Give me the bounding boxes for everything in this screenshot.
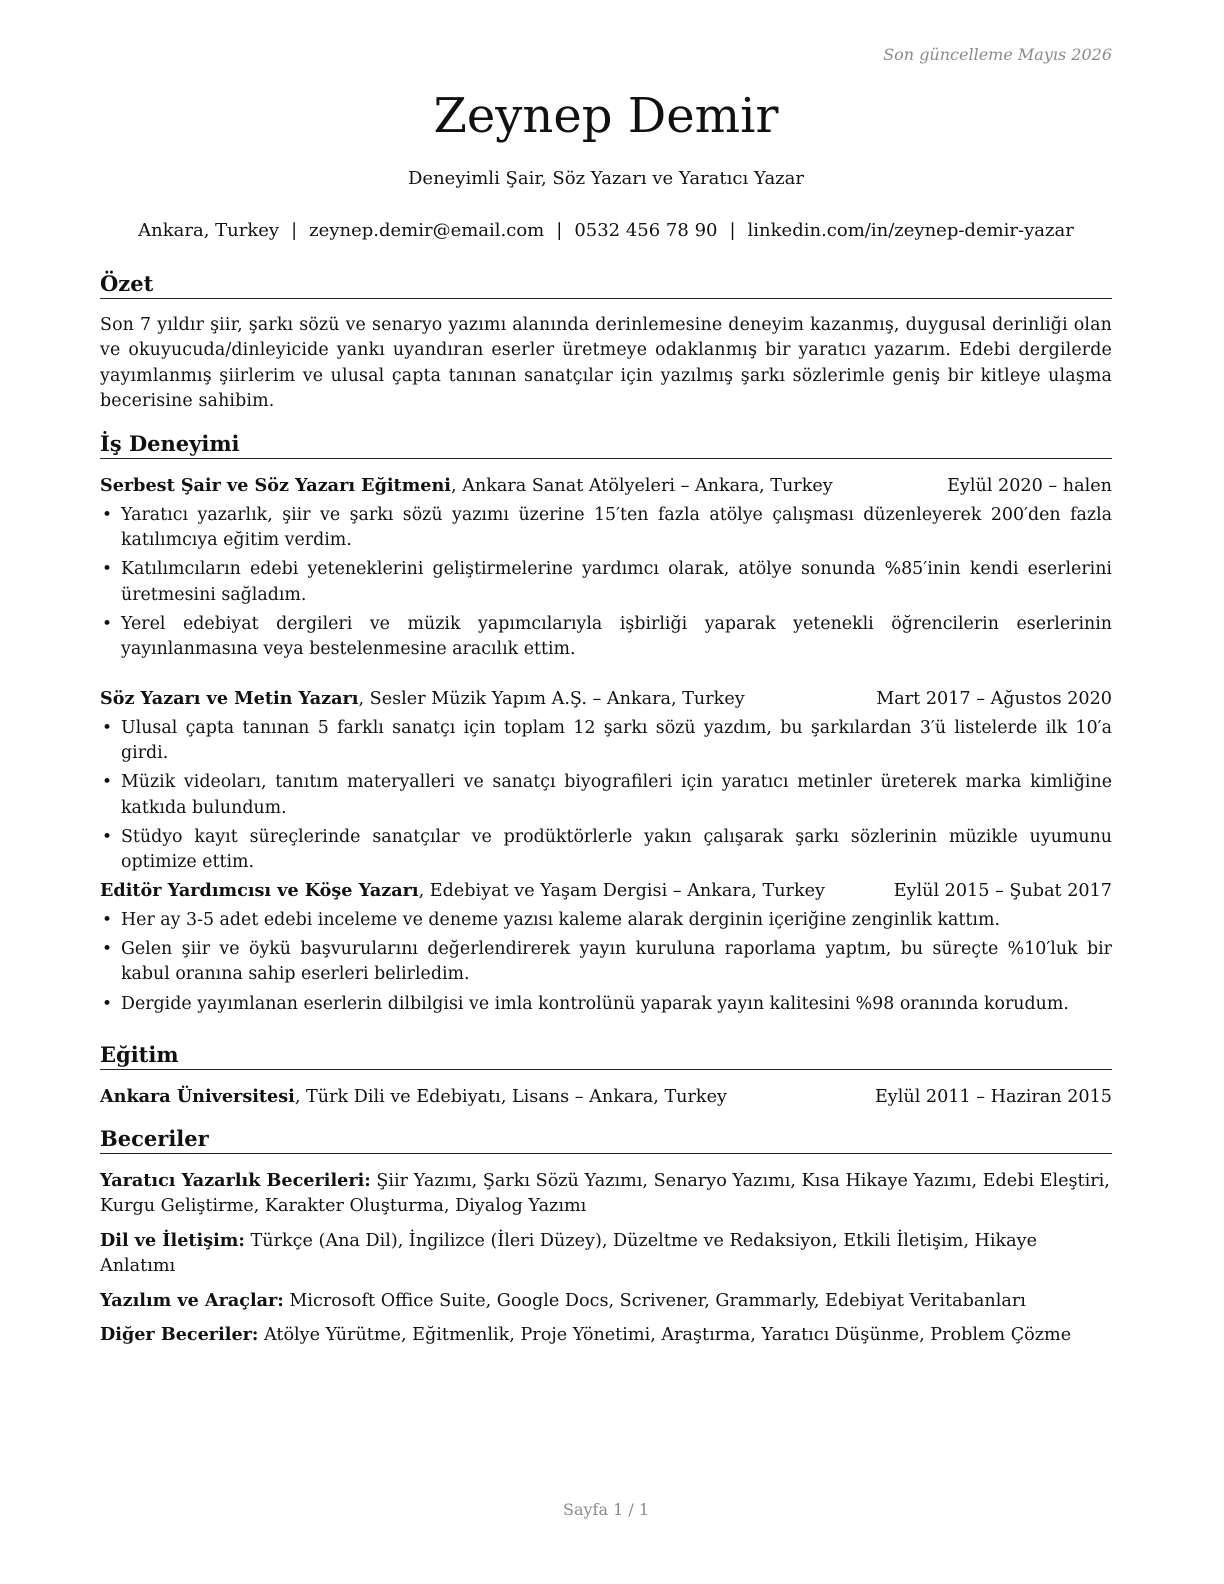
experience-title <box>100 686 745 712</box>
contact-separator: | <box>556 220 563 241</box>
experience-dates: Eylül 2015 – Şubat 2017 <box>893 881 1112 901</box>
experience-bullets <box>100 716 1112 875</box>
bullet-icon: • <box>102 772 113 793</box>
experience-title <box>100 878 825 904</box>
experience-dates: Eylül 2020 – halen <box>947 476 1112 496</box>
skill-label: Dil ve İletişim: <box>100 1229 245 1251</box>
experience-bullet <box>100 992 1112 1017</box>
experience-entry <box>100 878 1112 1021</box>
bullet-icon: • <box>102 559 113 580</box>
experience-entry <box>100 473 1112 666</box>
contact-location: Ankara, Turkey <box>138 220 280 241</box>
bullet-icon: • <box>102 718 113 738</box>
experience-org: , Sesler Müzik Yapım A.Ş. – Ankara, Turkey <box>358 689 745 709</box>
education-entry <box>100 1084 1112 1110</box>
skill-label: Yaratıcı Yazarlık Becerileri: <box>100 1170 371 1191</box>
skill-label: Diğer Beceriler: <box>100 1324 259 1346</box>
experience-bullets <box>100 908 1112 1017</box>
experience-bullet <box>100 503 1112 553</box>
experience-entry <box>100 686 1112 879</box>
contact-separator: | <box>729 220 736 241</box>
skill-row <box>100 1288 1112 1314</box>
section-title-experience: İş Deneyimi <box>100 430 1112 459</box>
bullet-text: Müzik videoları, tanıtım materyalleri ve sanatçı biyografileri için yaratıcı metinler üreterek marka kimliğine katkıda bulundum. <box>121 772 1112 818</box>
experience-bullet <box>100 908 1112 933</box>
skill-value: Şiir Yazımı, Şarkı Sözü Yazımı, Senaryo Yazımı, Kısa Hikaye Yazımı, Edebi Eleştiri, Kurgu Geliştirme, Karakter Oluşturma, Diyalog Yazımı <box>100 1171 1110 1217</box>
bullet-text: Katılımcıların edebi yeteneklerini geliştirmelerine yardımcı olarak, atölye sonunda %85′inin kendi eserlerini üretmesini sağladım. <box>121 559 1112 605</box>
bullet-text: Ulusal çapta tanınan 5 farklı sanatçı için toplam 12 şarkı sözü yazdım, bu şarkılardan 3′ü listelerde ilk 10′a girdi. <box>121 718 1112 764</box>
bullet-icon: • <box>102 939 113 960</box>
skill-label: Yazılım ve Araçlar: <box>100 1289 284 1311</box>
bullet-icon: • <box>102 910 113 930</box>
experience-header <box>100 878 1112 904</box>
contact-separator: | <box>291 220 298 241</box>
skill-value: Microsoft Office Suite, Google Docs, Scrivener, Grammarly, Edebiyat Veritabanları <box>289 1290 1026 1311</box>
skill-value: Atölye Yürütme, Eğitmenlik, Proje Yönetimi, Araştırma, Yaratıcı Düşünme, Problem Çözme <box>264 1325 1072 1346</box>
skills-list <box>100 1168 1112 1356</box>
education-header <box>100 1084 1112 1110</box>
bullet-icon: • <box>102 826 113 847</box>
candidate-name: Zeynep Demir <box>433 88 779 144</box>
experience-header <box>100 473 1112 499</box>
skill-row <box>100 1168 1112 1220</box>
experience-role: Söz Yazarı ve Metin Yazarı <box>100 688 359 709</box>
bullet-text: Gelen şiir ve öykü başvurularını değerlendirerek yayın kuruluna raporlama yaptım, bu süreçte %10′luk bir kabul oranına sahip eserleri belirledim. <box>121 939 1112 985</box>
experience-bullet <box>100 612 1112 662</box>
experience-bullet <box>100 557 1112 607</box>
summary-text: Son 7 yıldır şiir, şarkı sözü ve senaryo yazımı alanında derinlemesine deneyim kazanmış, duygusal derinliği olan ve okuyucuda/dinleyicide yankı uyandıran eserler üretmeye odaklanmış bir yaratıcı yazarım. Edebi dergilerde yayımlanmış şiirlerim ve ulusal çapta tanınan sanatçılar için yazılmış şarkı sözlerimle geniş bir kitleye ulaşma becerisine sahibim. <box>100 315 1112 412</box>
bullet-text: Her ay 3-5 adet edebi inceleme ve deneme yazısı kaleme alarak derginin içeriğine zenginlik kattım. <box>121 910 1000 930</box>
education-dates: Eylül 2011 – Haziran 2015 <box>874 1087 1112 1107</box>
experience-role: Serbest Şair ve Söz Yazarı Eğitmeni <box>100 475 451 496</box>
experience-bullet <box>100 825 1112 875</box>
bullet-text: Stüdyo kayıt süreçlerinde sanatçılar ve prodüktörlerle yakın çalışarak şarkı sözlerinin müzikle uyumunu optimize ettim. <box>121 826 1112 873</box>
last-updated-note: Son güncelleme Mayıs 2026 <box>883 45 1112 64</box>
resume-page <box>100 0 1112 1584</box>
contact-phone: 0532 456 78 90 <box>574 220 718 241</box>
contact-email[interactable]: zeynep.demir@email.com <box>309 220 545 241</box>
page-number: Sayfa 1 / 1 <box>562 1500 649 1519</box>
bullet-icon: • <box>102 613 113 634</box>
experience-org: , Ankara Sanat Atölyeleri – Ankara, Turkey <box>450 476 833 496</box>
experience-header <box>100 686 1112 712</box>
experience-org: , Edebiyat ve Yaşam Dergisi – Ankara, Turkey <box>418 881 825 901</box>
skill-row <box>100 1228 1112 1280</box>
bullet-text: Yerel edebiyat dergileri ve müzik yapımcılarıyla işbirliği yaparak yetenekli öğrencilerin eserlerinin yayınlanmasına veya bestelenmesine aracılık ettim. <box>121 613 1112 660</box>
experience-bullets <box>100 503 1112 662</box>
bullet-text: Yaratıcı yazarlık, şiir ve şarkı sözü yazımı üzerine 15′ten fazla atölye çalışması düzenleyerek 200′den fazla katılımcıya eğitim verdim. <box>121 505 1112 551</box>
experience-bullet <box>100 716 1112 766</box>
bullet-icon: • <box>102 993 113 1014</box>
education-title <box>100 1084 727 1110</box>
experience-title <box>100 473 833 499</box>
experience-bullet <box>100 770 1112 820</box>
skill-row <box>100 1322 1112 1348</box>
bullet-text: Dergide yayımlanan eserlerin dilbilgisi ve imla kontrolünü yaparak yayın kalitesini %98 oranında korudum. <box>121 993 1069 1014</box>
section-title-education: Eğitim <box>100 1041 1112 1070</box>
experience-dates: Mart 2017 – Ağustos 2020 <box>876 689 1112 709</box>
contact-linkedin[interactable]: linkedin.com/in/zeynep-demir-yazar <box>747 220 1074 241</box>
education-detail: , Türk Dili ve Edebiyatı, Lisans – Ankara, Turkey <box>294 1087 727 1107</box>
section-title-summary: Özet <box>100 270 1112 299</box>
education-school: Ankara Üniversitesi <box>100 1086 295 1107</box>
contact-line <box>100 218 1112 244</box>
bullet-icon: • <box>102 505 113 525</box>
section-title-skills: Beceriler <box>100 1125 1112 1154</box>
skill-value: Türkçe (Ana Dil), İngilizce (İleri Düzey), Düzeltme ve Redaksiyon, Etkili İletişim, Hikaye Anlatımı <box>100 1230 1037 1277</box>
experience-role: Editör Yardımcısı ve Köşe Yazarı <box>100 880 419 901</box>
experience-bullet <box>100 937 1112 987</box>
candidate-headline: Deneyimli Şair, Söz Yazarı ve Yaratıcı Yazar <box>407 168 805 189</box>
